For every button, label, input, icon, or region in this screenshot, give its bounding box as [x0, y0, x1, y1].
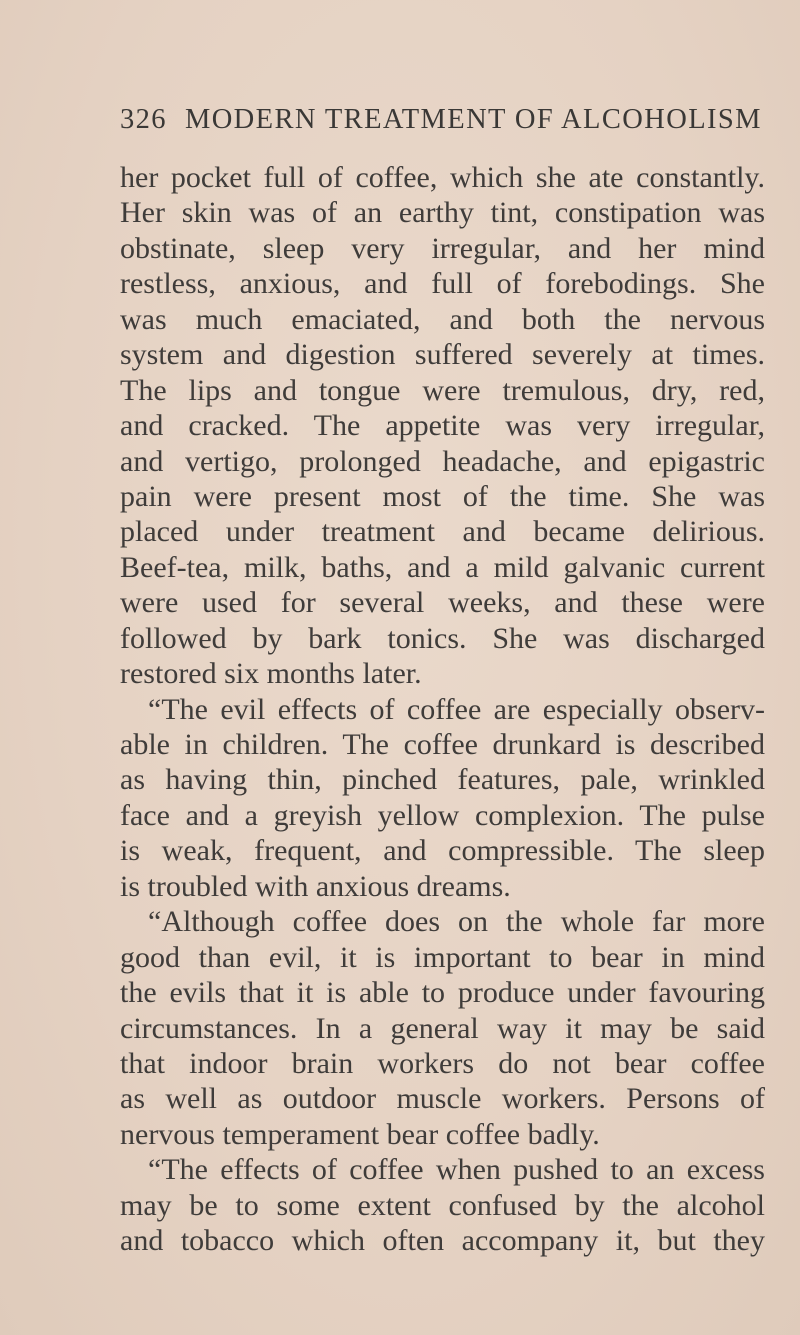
text-line: her pocket full of coffee, which she ate constantly.: [120, 161, 765, 194]
body-text: [120, 160, 765, 1259]
text-line: placed under treatment and became delirious.: [120, 515, 765, 549]
running-header: [120, 104, 765, 144]
text-line: The lips and tongue were tremulous, dry, red,: [120, 373, 765, 407]
text-line: pain were present most of the time. She was: [120, 479, 765, 513]
text-line: obstinate, sleep very irregular, and her mind: [120, 231, 765, 265]
text-line: nervous temperament bear coffee badly.: [120, 1117, 600, 1151]
text-line: Beef-tea, milk, baths, and a mild galvanic current: [120, 550, 765, 584]
text-line: may be to some extent confused by the alcohol: [120, 1188, 765, 1222]
text-line: is weak, frequent, and compressible. The sleep: [120, 834, 765, 868]
text-line: and cracked. The appetite was very irregular,: [120, 409, 765, 443]
running-title: MODERN TREATMENT OF ALCOHOLISM: [184, 104, 762, 135]
text-line: as having thin, pinched features, pale, wrinkled: [120, 763, 765, 797]
text-line: followed by bark tonics. She was discharged: [120, 621, 765, 655]
text-line: the evils that it is able to produce under favouring: [120, 976, 765, 1010]
text-line: circumstances. In a general way it may be said: [120, 1011, 765, 1045]
text-line: Her skin was of an earthy tint, constipation was: [120, 196, 765, 230]
text-line: good than evil, it is important to bear in mind: [120, 940, 765, 974]
text-line: were used for several weeks, and these were: [120, 586, 765, 620]
text-line: system and digestion suffered severely at times.: [120, 338, 765, 372]
text-line: as well as outdoor muscle workers. Persons of: [120, 1082, 765, 1116]
text-line: face and a greyish yellow complexion. The pulse: [120, 798, 765, 832]
text-line: restored six months later.: [120, 657, 422, 691]
text-line: that indoor brain workers do not bear coffee: [120, 1046, 765, 1080]
text-line: and tobacco which often accompany it, but they: [120, 1224, 765, 1258]
text-line: able in children. The coffee drunkard is described: [120, 728, 765, 761]
text-line: “Although coffee does on the whole far more: [148, 905, 765, 939]
page-number: 326: [120, 104, 167, 135]
text-line: was much emaciated, and both the nervous: [120, 302, 765, 336]
text-line: “The evil effects of coffee are especially observ-: [148, 692, 765, 726]
text-line: restless, anxious, and full of forebodings. She: [120, 267, 765, 301]
text-line: and vertigo, prolonged headache, and epigastric: [120, 444, 765, 478]
text-line: is troubled with anxious dreams.: [120, 869, 511, 903]
text-line: “The effects of coffee when pushed to an excess: [148, 1153, 765, 1187]
